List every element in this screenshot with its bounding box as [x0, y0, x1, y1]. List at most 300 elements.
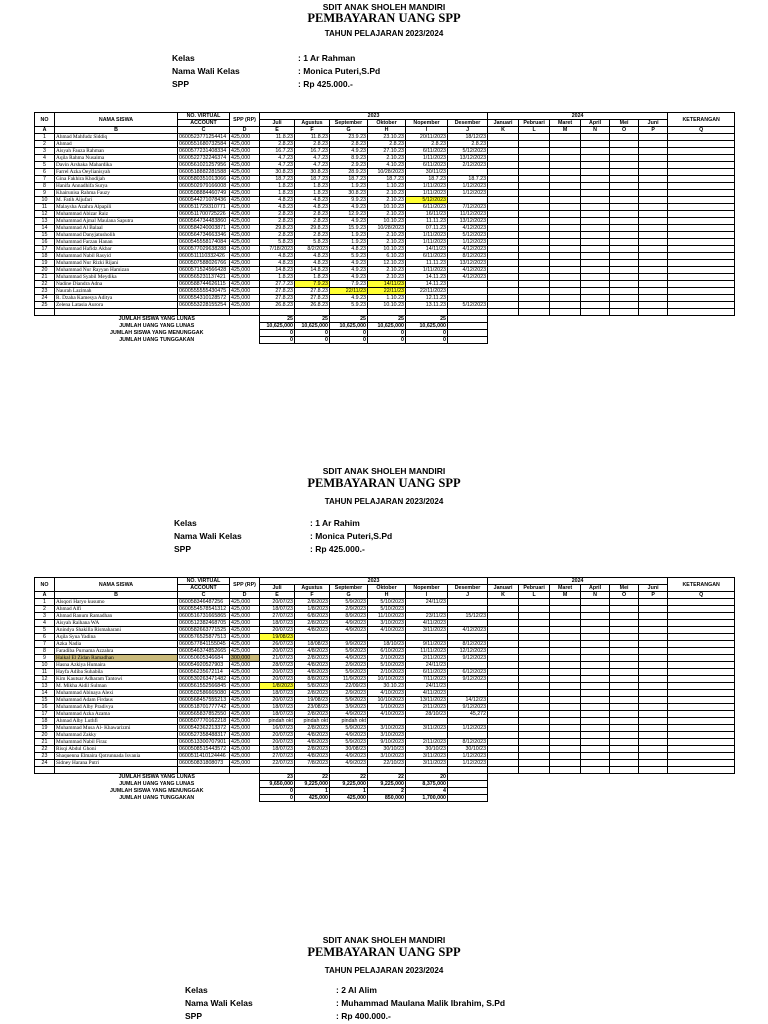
table-row	[35, 753, 735, 760]
payment-date: 6/11/2023	[406, 253, 448, 260]
payment-date: 2/8/2023	[295, 620, 330, 627]
row-number: 10	[35, 662, 55, 669]
student-name: Hayfa Adiba Suhabila	[55, 669, 178, 676]
virtual-account: 060051330070790​1	[178, 739, 230, 746]
payment-date: 4/12/2023	[448, 627, 488, 634]
virtual-account: 060051870177774​2	[178, 704, 230, 711]
row-number: 13	[35, 218, 55, 225]
payment-date: 21/07/23	[260, 655, 295, 662]
column-letter: C	[178, 592, 230, 599]
summary-value: 0	[330, 337, 368, 344]
payment-date	[519, 169, 550, 176]
payment-date	[448, 599, 488, 606]
payment-date	[488, 281, 519, 288]
header-month: Agustus	[295, 585, 330, 592]
summary-spacer	[581, 781, 610, 788]
keterangan-cell	[668, 746, 735, 753]
student-name: Sidney Harana Putri	[55, 760, 178, 767]
payment-date	[550, 711, 581, 718]
school-year: TAHUN PELAJARAN 2023/2024	[324, 497, 444, 506]
payment-date	[519, 260, 550, 267]
summary-spacer	[35, 337, 55, 344]
payment-date: 27.10.23	[368, 148, 406, 155]
payment-date	[519, 627, 550, 634]
payment-date: pindah okt	[260, 718, 295, 725]
virtual-account: 060050258666508​0	[178, 690, 230, 697]
summary-spacer	[488, 795, 519, 802]
payment-date	[519, 662, 550, 669]
payment-date: 4/12/2023	[448, 267, 488, 274]
payment-date	[610, 760, 639, 767]
payment-date: 2.8.23	[260, 211, 295, 218]
payment-date	[610, 302, 639, 309]
payment-date	[581, 753, 610, 760]
summary-value: 25	[368, 316, 406, 323]
spp-amount: 425,000	[230, 281, 260, 288]
blank-cell	[55, 309, 178, 316]
payment-date	[519, 197, 550, 204]
payment-date	[639, 239, 668, 246]
keterangan-cell	[668, 295, 735, 302]
payment-date: 2.8.23	[295, 141, 330, 148]
summary-spacer	[639, 788, 668, 795]
payment-date	[519, 760, 550, 767]
payment-date: 18/07/23	[260, 746, 295, 753]
payment-date	[581, 606, 610, 613]
payment-date: 18/08/23	[295, 641, 330, 648]
row-number: 4	[35, 155, 55, 162]
summary-spacer	[610, 781, 639, 788]
payment-date	[639, 732, 668, 739]
blank-cell	[330, 767, 368, 774]
payment-date	[488, 760, 519, 767]
column-letter: N	[581, 592, 610, 599]
payment-date	[610, 295, 639, 302]
payment-date	[581, 739, 610, 746]
blank-cell	[230, 767, 260, 774]
summary-spacer	[488, 774, 519, 781]
summary-spacer	[668, 795, 735, 802]
student-name: Aqila Syua Yadina	[55, 634, 178, 641]
payment-date: 20/07/23	[260, 627, 295, 634]
school-name: SDIT ANAK SHOLEH MANDIRI	[322, 935, 446, 945]
keterangan-cell	[668, 274, 735, 281]
payment-date	[488, 718, 519, 725]
payment-date	[610, 746, 639, 753]
payment-date	[550, 718, 581, 725]
payment-date	[610, 239, 639, 246]
payment-date	[639, 295, 668, 302]
payment-date	[519, 141, 550, 148]
payment-date: 15/12/23	[448, 613, 488, 620]
payment-date: 1/11/2023	[406, 267, 448, 274]
row-number: 7	[35, 641, 55, 648]
payment-date: 23.10.23	[368, 134, 406, 141]
virtual-account: 060050851544357​2	[178, 746, 230, 753]
payment-date	[550, 218, 581, 225]
column-letter: B	[55, 592, 178, 599]
payment-date	[488, 267, 519, 274]
virtual-account: 060054920527903	[178, 662, 230, 669]
summary-spacer	[610, 774, 639, 781]
payment-date: 6/11/2023	[406, 162, 448, 169]
table-row	[35, 620, 735, 627]
payment-date: 8/12/2023	[448, 641, 488, 648]
summary-value: 0	[260, 337, 295, 344]
blank-cell	[178, 767, 230, 774]
table-row	[35, 655, 735, 662]
header-row	[35, 113, 735, 120]
payment-date	[610, 655, 639, 662]
row-number: 16	[35, 239, 55, 246]
summary-spacer	[519, 330, 550, 337]
student-name: Haikal El Zidan Ramadhan	[55, 655, 178, 662]
payment-date	[639, 620, 668, 627]
payment-date: 18/12/23	[448, 134, 488, 141]
row-number: 7	[35, 176, 55, 183]
payment-date: 23.9.23	[330, 134, 368, 141]
student-name: Ahmad Ranum Ramadhan	[55, 613, 178, 620]
payment-date	[581, 176, 610, 183]
payment-date	[639, 704, 668, 711]
payment-date	[519, 281, 550, 288]
payment-date: 1/12/2023	[448, 725, 488, 732]
column-letter: P	[639, 592, 668, 599]
spp-amount: 425,000	[230, 760, 260, 767]
blank-cell	[550, 309, 581, 316]
payment-date	[550, 697, 581, 704]
payment-date: 7/18/2023	[260, 246, 295, 253]
payment-date	[488, 190, 519, 197]
row-number: 25	[35, 302, 55, 309]
column-letter: K	[488, 127, 519, 134]
payment-date	[550, 148, 581, 155]
payment-date	[550, 204, 581, 211]
keterangan-cell	[668, 697, 735, 704]
summary-spacer	[610, 337, 639, 344]
keterangan-cell	[668, 141, 735, 148]
payment-date: 1.9.23	[330, 239, 368, 246]
payment-date: 13/11/2023	[406, 697, 448, 704]
payment-date	[581, 155, 610, 162]
payment-date	[639, 190, 668, 197]
payment-date	[639, 281, 668, 288]
column-letter: Q	[668, 127, 735, 134]
payment-date	[330, 634, 368, 641]
payment-date: 2/8/2023	[295, 690, 330, 697]
payment-date: 4/9/2023	[330, 620, 368, 627]
row-number: 1	[35, 599, 55, 606]
table-row	[35, 148, 735, 155]
payment-date	[488, 288, 519, 295]
blank-cell	[260, 767, 295, 774]
letter-row	[35, 592, 735, 599]
payment-date: 4/10/2023	[368, 690, 406, 697]
student-name: Nadine Diandra Adna	[55, 281, 178, 288]
payment-date	[488, 246, 519, 253]
student-name: Naurah Lazimah	[55, 288, 178, 295]
payment-date: 2.10.23	[368, 232, 406, 239]
payment-date: 2.10.23	[368, 190, 406, 197]
payment-date	[581, 204, 610, 211]
table-row	[35, 302, 735, 309]
payment-date: 6/12/2023	[448, 669, 488, 676]
payment-date: 2.10.23	[368, 267, 406, 274]
payment-date: 4/12/2023	[448, 225, 488, 232]
summary-value: 1	[295, 788, 330, 795]
payment-date: 11/12/2023	[448, 211, 488, 218]
header-month: Agustus	[295, 120, 330, 127]
spp-amount: 425,000	[230, 711, 260, 718]
payment-date: 5/9/2023	[330, 669, 368, 676]
payment-date: 3/10/2023	[368, 620, 406, 627]
payment-date: 18.7.23	[406, 176, 448, 183]
payment-date: 2.8.23	[260, 218, 295, 225]
header-month: September	[330, 120, 368, 127]
virtual-account: 060057702963828​8	[178, 246, 230, 253]
payment-date: 28/10/23	[406, 711, 448, 718]
payment-date	[610, 148, 639, 155]
summary-spacer	[610, 316, 639, 323]
payment-date	[550, 739, 581, 746]
payment-date	[550, 606, 581, 613]
payment-date: 5/9/2023	[330, 739, 368, 746]
keterangan-cell	[668, 253, 735, 260]
payment-date: 27.8.23	[260, 288, 295, 295]
blank-cell	[519, 767, 550, 774]
kelas-value: : 2 Al Alim	[336, 985, 377, 995]
blank-cell	[406, 309, 448, 316]
payment-date	[581, 599, 610, 606]
payment-date: 2.8.23	[330, 141, 368, 148]
payment-date	[581, 704, 610, 711]
keterangan-cell	[668, 239, 735, 246]
row-number: 11	[35, 204, 55, 211]
spp-amount: 425,000	[230, 239, 260, 246]
header-month: Juli	[260, 585, 295, 592]
summary-label: JUMLAH UANG TUNGGAKAN	[119, 795, 195, 801]
row-number: 20	[35, 732, 55, 739]
keterangan-cell	[668, 218, 735, 225]
payment-date	[448, 683, 488, 690]
payment-date	[488, 746, 519, 753]
payment-date: 13/12/2023	[448, 218, 488, 225]
payment-date	[488, 176, 519, 183]
summary-label: JUMLAH SISWA YANG LUNAS	[118, 774, 195, 781]
summary-spacer	[581, 795, 610, 802]
table-row	[35, 204, 735, 211]
row-number: 18	[35, 253, 55, 260]
row-number: 21	[35, 739, 55, 746]
payment-date	[519, 676, 550, 683]
summary-spacer	[550, 330, 581, 337]
payment-date	[488, 204, 519, 211]
spp-amount: 425,000	[230, 225, 260, 232]
payment-date	[519, 218, 550, 225]
table-row	[35, 690, 735, 697]
payment-date	[639, 725, 668, 732]
payment-date: 4.7.23	[295, 162, 330, 169]
payment-date: 18.7.23	[260, 176, 295, 183]
payment-date	[639, 225, 668, 232]
table-row	[35, 669, 735, 676]
payment-date	[610, 274, 639, 281]
keterangan-cell	[668, 204, 735, 211]
payment-date	[581, 648, 610, 655]
payment-date: 7/8/2023	[295, 760, 330, 767]
summary-value: 0	[260, 795, 295, 802]
payment-date: 13/12/2023	[448, 155, 488, 162]
payment-date	[581, 669, 610, 676]
payment-date: 23/08/23	[295, 704, 330, 711]
virtual-account: 060052273224637​4	[178, 155, 230, 162]
payment-date	[610, 141, 639, 148]
payment-date: 18.7.23	[448, 176, 488, 183]
table-row	[35, 225, 735, 232]
payment-date: 30/10/23	[448, 746, 488, 753]
payment-date	[519, 753, 550, 760]
header-month: April	[581, 120, 610, 127]
virtual-account: 060051141012444​6	[178, 753, 230, 760]
virtual-account: 060056473466334​6	[178, 232, 230, 239]
letter-row	[35, 127, 735, 134]
school-name: SDIT ANAK SHOLEH MANDIRI	[322, 2, 446, 12]
payment-date: 4/8/2023	[295, 753, 330, 760]
summary-spacer	[639, 330, 668, 337]
payment-date: 19/08/23	[295, 697, 330, 704]
wali-label: Nama Wali Kelas	[185, 998, 253, 1008]
row-number: 12	[35, 211, 55, 218]
payment-date	[550, 753, 581, 760]
row-number: 21	[35, 274, 55, 281]
payment-date: 29.8.23	[260, 225, 295, 232]
summary-value: 25	[406, 316, 448, 323]
payment-date	[550, 155, 581, 162]
summary-row	[35, 337, 735, 344]
payment-date: 18/10/23	[368, 641, 406, 648]
payment-date	[581, 627, 610, 634]
row-number: 4	[35, 620, 55, 627]
payment-date	[610, 134, 639, 141]
payment-date	[581, 711, 610, 718]
payment-date	[519, 253, 550, 260]
spp-amount: 425,000	[230, 648, 260, 655]
payment-date	[519, 176, 550, 183]
keterangan-cell	[668, 176, 735, 183]
keterangan-cell	[668, 711, 735, 718]
keterangan-cell	[668, 648, 735, 655]
payment-date	[639, 267, 668, 274]
payment-date	[610, 253, 639, 260]
payment-date: 3/10/2023	[368, 725, 406, 732]
payment-date	[488, 627, 519, 634]
summary-value: 22	[368, 774, 406, 781]
payment-date: 8/8/2023	[295, 676, 330, 683]
table-row	[35, 725, 735, 732]
payment-date: 30/10/23	[368, 746, 406, 753]
payment-date	[581, 620, 610, 627]
header-no: NO	[35, 578, 55, 592]
blank-cell	[260, 309, 295, 316]
table-row	[35, 683, 735, 690]
payment-date: 5.8.23	[260, 239, 295, 246]
payment-date: 6/11/2023	[406, 669, 448, 676]
payment-date	[610, 218, 639, 225]
summary-spacer	[581, 323, 610, 330]
column-letter: Q	[668, 592, 735, 599]
payment-date	[610, 725, 639, 732]
payment-date	[488, 634, 519, 641]
payment-date	[581, 718, 610, 725]
table-row	[35, 183, 735, 190]
payment-date	[610, 197, 639, 204]
payment-date	[610, 176, 639, 183]
virtual-account: 060055457854131​2	[178, 606, 230, 613]
payment-date	[639, 253, 668, 260]
virtual-account: 060053026347148​2	[178, 676, 230, 683]
payment-date	[639, 204, 668, 211]
payment-date: 4/9/2023	[330, 753, 368, 760]
payment-date: 5/9/2023	[330, 697, 368, 704]
summary-value: 9,225,000	[368, 781, 406, 788]
payment-date	[488, 274, 519, 281]
table-row	[35, 739, 735, 746]
row-number: 23	[35, 288, 55, 295]
summary-spacer	[550, 774, 581, 781]
spp-amount: 425,000	[230, 676, 260, 683]
payment-date: 2.10.23	[368, 155, 406, 162]
payment-date: 28/07/23	[260, 662, 295, 669]
summary-value: 0	[260, 330, 295, 337]
blank-cell	[488, 767, 519, 774]
payment-date	[581, 746, 610, 753]
virtual-account: 060058424000387​1	[178, 225, 230, 232]
summary-spacer	[488, 337, 519, 344]
payment-date	[581, 134, 610, 141]
payment-date	[519, 148, 550, 155]
payment-date	[639, 697, 668, 704]
payment-date	[610, 683, 639, 690]
blank-cell	[610, 767, 639, 774]
student-name: Alsqori Haryo kusumo	[55, 599, 178, 606]
payment-date: 4/11/2023	[406, 690, 448, 697]
spp-amount: 425,000	[230, 746, 260, 753]
kelas-label: Kelas	[174, 518, 197, 528]
payment-date: 4.9.23	[330, 274, 368, 281]
header-no: NO	[35, 113, 55, 127]
row-number: 20	[35, 267, 55, 274]
spp-label: SPP	[174, 544, 192, 554]
payment-date: 30/11/23	[406, 169, 448, 176]
column-letter: F	[295, 127, 330, 134]
payment-date: 2.8.23	[260, 232, 295, 239]
summary-value: 10,625,000	[368, 323, 406, 330]
summary-spacer	[519, 337, 550, 344]
blank-cell	[448, 767, 488, 774]
row-number: 19	[35, 260, 55, 267]
blank-cell	[406, 767, 448, 774]
row-number: 14	[35, 225, 55, 232]
virtual-account: 060057784115504​5	[178, 641, 230, 648]
payment-date	[639, 613, 668, 620]
payment-date: 14/11/23	[368, 281, 406, 288]
table-row	[35, 176, 735, 183]
virtual-account: 060056473448386​0	[178, 218, 230, 225]
row-number: 22	[35, 746, 55, 753]
student-name: Hasna Azkiya Humaira	[55, 662, 178, 669]
kelas-label: Kelas	[185, 985, 208, 995]
spp-amount: 425,000	[230, 599, 260, 606]
